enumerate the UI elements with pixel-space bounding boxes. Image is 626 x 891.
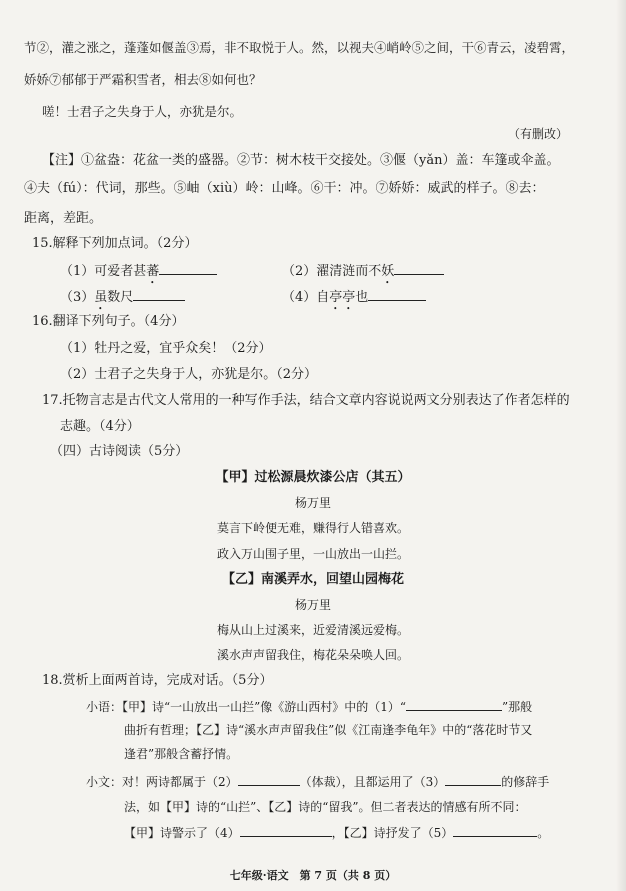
poem-a-title: 【甲】过松源晨炊漆公店（其五）: [215, 470, 411, 485]
question-15-title: 15.解释下列加点词。（2分）: [32, 236, 198, 251]
dialogue-text: 。: [537, 826, 550, 840]
dotted-word: 虽: [94, 290, 108, 305]
annotation-line-1: 【注】①盆盎：花盆一类的盛器。②节：树木枝干交接处。③偃（yǎn）盖：车篷或伞盖。: [42, 153, 560, 168]
poem-a-line-1: 莫言下岭便无难，赚得行人错喜欢。: [216, 521, 409, 535]
answer-blank[interactable]: [453, 824, 537, 837]
question-15-item-3: [60, 288, 185, 313]
answer-blank[interactable]: [406, 698, 502, 711]
question-15-item-1: [60, 262, 217, 287]
question-17-line-2: 志趣。（4分）: [60, 419, 140, 434]
dialogue-text: 小语：【甲】诗“一山放出一山拦”像《游山西村》中的（1）“: [86, 700, 407, 714]
page-edge-shadow: [616, 0, 626, 891]
passage-line-2: 娇娇⑦郁郁于严霜积雪者，相去⑧如何也？: [24, 72, 262, 87]
dialogue-a-line-1: [86, 698, 532, 715]
poem-b-line-1: 梅从山上过溪来，近爱清溪远爱梅。: [216, 623, 409, 637]
poem-b-title: 【乙】南溪弄水，回望山园梅花: [221, 572, 404, 587]
annotation-line-3: 距离，差距。: [24, 211, 103, 226]
question-16-item-1: （1）牡丹之爱，宜乎众矣！（2分）: [60, 341, 272, 356]
dialogue-b-line-2: 法，如【甲】诗的“山拦”、【乙】诗的“留我”。但二者表达的情感有所不同：: [124, 800, 527, 814]
dialogue-a-line-3: 逢君”那般含蓄抒情。: [124, 747, 239, 761]
source-note: （有删改）: [507, 127, 568, 141]
answer-blank[interactable]: [159, 262, 217, 275]
answer-blank[interactable]: [240, 824, 332, 837]
dialogue-a-line-2: 曲折有哲理；【乙】诗“溪水声声留我住”似《江南逢李龟年》中的“落花时节又: [124, 723, 533, 737]
item-text: 也: [355, 290, 369, 305]
dotted-word: 蕃: [146, 264, 160, 279]
passage-line-1: 节②，灌之涨之，蓬蓬如偃盖③焉，非不取悦于人。然，以视夫④峭岭⑤之间，干⑥青云，凌碧霄，: [24, 40, 575, 55]
dotted-word: 亭亭: [329, 290, 356, 305]
item-text: （1）可爱者甚: [60, 264, 147, 279]
dotted-word: 妖: [381, 264, 395, 279]
dialogue-text: （体裁），且都运用了（3）: [299, 775, 446, 789]
dialogue-b-line-1: [86, 773, 549, 790]
item-text: （4）自: [282, 290, 330, 305]
dialogue-text: 的修辞手: [501, 775, 550, 789]
question-15-item-2: [282, 262, 444, 287]
dialogue-text: ”那般: [502, 700, 533, 714]
question-15-item-4: [282, 288, 426, 313]
answer-blank[interactable]: [238, 773, 300, 786]
item-text: （2）濯清涟而不: [282, 264, 382, 279]
question-16-title: 16.翻译下列句子。（4分）: [32, 314, 185, 329]
dialogue-b-line-3: [124, 824, 549, 841]
poem-b-line-2: 溪水声声留我住，梅花朵朵唤人回。: [216, 648, 409, 662]
poem-a-line-2: 政入万山围子里，一山放出一山拦。: [216, 547, 409, 561]
annotation-line-2: ④夫（fú）：代词，那些。⑤岫（xiù）岭：山峰。⑥干：冲。⑦娇娇：威武的样子。⑧去：: [24, 181, 545, 196]
question-17-line-1: 17.托物言志是古代文人常用的一种写作手法，结合文章内容说说两文分别表达了作者怎样的: [42, 393, 570, 408]
item-text: 数尺: [107, 290, 134, 305]
answer-blank[interactable]: [445, 773, 501, 786]
dialogue-text: 小文：对！两诗都属于（2）: [86, 775, 238, 789]
answer-blank[interactable]: [368, 288, 426, 301]
passage-line-3: 嗟！士君子之失身于人，亦犹是尔。: [42, 104, 243, 119]
page-footer: 七年级·语文 第 7 页（共 8 页）: [229, 869, 397, 882]
dialogue-text: ，【乙】诗抒发了（5）: [331, 826, 454, 840]
poem-a-author: 杨万里: [294, 496, 331, 510]
dialogue-text: 【甲】诗警示了（4）: [124, 826, 240, 840]
poem-b-author: 杨万里: [294, 598, 331, 612]
question-18-title: 18.赏析上面两首诗，完成对话。（5分）: [42, 673, 273, 688]
answer-blank[interactable]: [133, 288, 185, 301]
section-4-heading: （四）古诗阅读（5分）: [50, 444, 189, 459]
answer-blank[interactable]: [394, 262, 444, 275]
question-16-item-2: （2）士君子之失身于人，亦犹是尔。（2分）: [60, 367, 318, 382]
item-text: （3）: [60, 290, 95, 305]
